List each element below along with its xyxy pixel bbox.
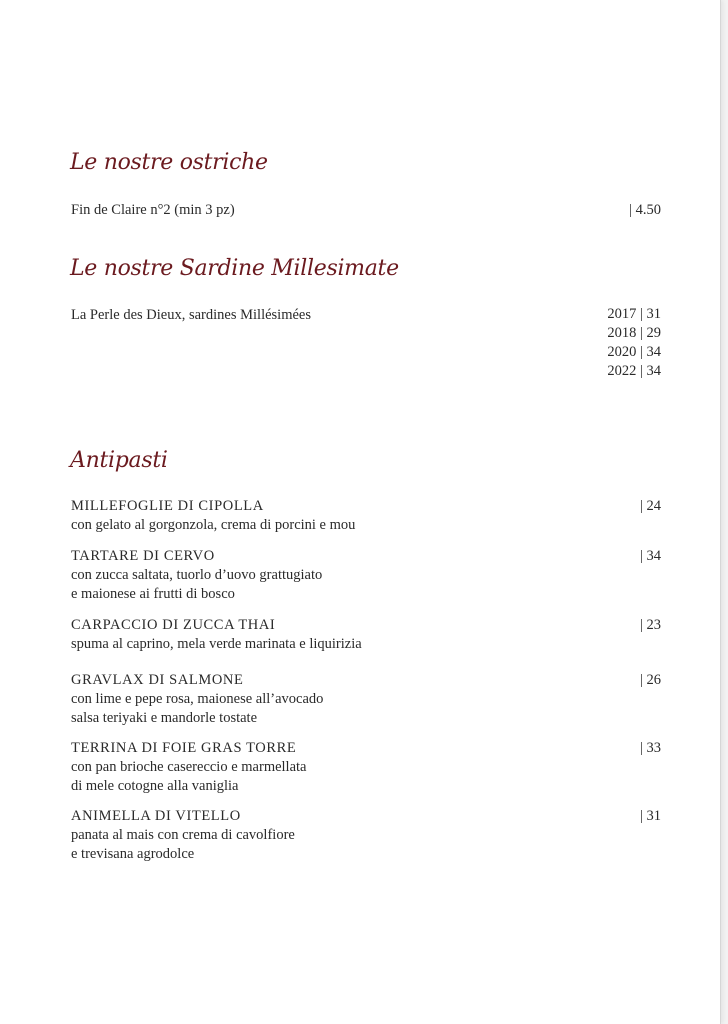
menu-item-name: Fin de Claire n°2 (min 3 pz) xyxy=(71,202,235,218)
menu-item-name: CARPACCIO DI ZUCCA THAI xyxy=(71,617,276,633)
menu-item-price: | 26 xyxy=(639,672,661,688)
vintage-price-2022: 2022 | 34 xyxy=(607,363,661,379)
menu-item-name: ANIMELLA DI VITELLO xyxy=(71,808,241,824)
menu-item-desc-line: con pan brioche casereccio e marmellata xyxy=(71,759,307,775)
menu-item-price: | 34 xyxy=(639,548,661,564)
section-title-antipasti: Antipasti xyxy=(70,448,168,473)
menu-item-desc-line: spuma al caprino, mela verde marinata e liquirizia xyxy=(71,636,362,652)
menu-item-name: La Perle des Dieux, sardines Millésimées xyxy=(71,307,311,323)
menu-item-name: TERRINA DI FOIE GRAS TORRE xyxy=(71,740,297,756)
section-title-sardines: Le nostre Sardine Millesimate xyxy=(70,256,399,281)
menu-item-gravlax-salmone xyxy=(71,671,661,728)
menu-item-name: GRAVLAX DI SALMONE xyxy=(71,672,244,688)
menu-item-name: TARTARE DI CERVO xyxy=(71,548,215,564)
sardine-vintage-list xyxy=(607,305,661,381)
menu-item-desc-line: di mele cotogne alla vaniglia xyxy=(71,778,239,794)
menu-item-desc-line: con lime e pepe rosa, maionese all’avocado xyxy=(71,691,324,707)
menu-item-terrina-foie-gras xyxy=(71,739,661,796)
menu-item-perle-des-dieux xyxy=(71,306,471,325)
menu-item-carpaccio-zucca xyxy=(71,616,661,654)
menu-item-desc-line: e maionese ai frutti di bosco xyxy=(71,586,235,602)
menu-item-price: | 33 xyxy=(639,740,661,756)
menu-item-tartare-cervo xyxy=(71,547,661,604)
menu-item-price: | 4.50 xyxy=(629,202,661,218)
menu-item-price: | 31 xyxy=(639,808,661,824)
section-title-oysters: Le nostre ostriche xyxy=(70,150,268,175)
menu-item-desc-line: con zucca saltata, tuorlo d’uovo grattugiato xyxy=(71,567,323,583)
menu-item-millefoglie xyxy=(71,497,661,535)
menu-item-name: MILLEFOGLIE DI CIPOLLA xyxy=(71,498,264,514)
menu-item-price: | 23 xyxy=(639,617,661,633)
menu-item-desc-line: panata al mais con crema di cavolfiore xyxy=(71,827,295,843)
menu-item-desc-line: salsa teriyaki e mandorle tostate xyxy=(71,710,258,726)
vintage-price-2020: 2020 | 34 xyxy=(607,344,661,360)
menu-item-desc-line: con gelato al gorgonzola, crema di porcini e mou xyxy=(71,517,356,533)
menu-item-animella-vitello xyxy=(71,807,661,864)
vintage-price-2017: 2017 | 31 xyxy=(607,306,661,322)
menu-item-fin-de-claire xyxy=(71,201,661,220)
vintage-price-2018: 2018 | 29 xyxy=(607,325,661,341)
menu-item-price: | 24 xyxy=(639,498,661,514)
menu-item-desc-line: e trevisana agrodolce xyxy=(71,846,195,862)
